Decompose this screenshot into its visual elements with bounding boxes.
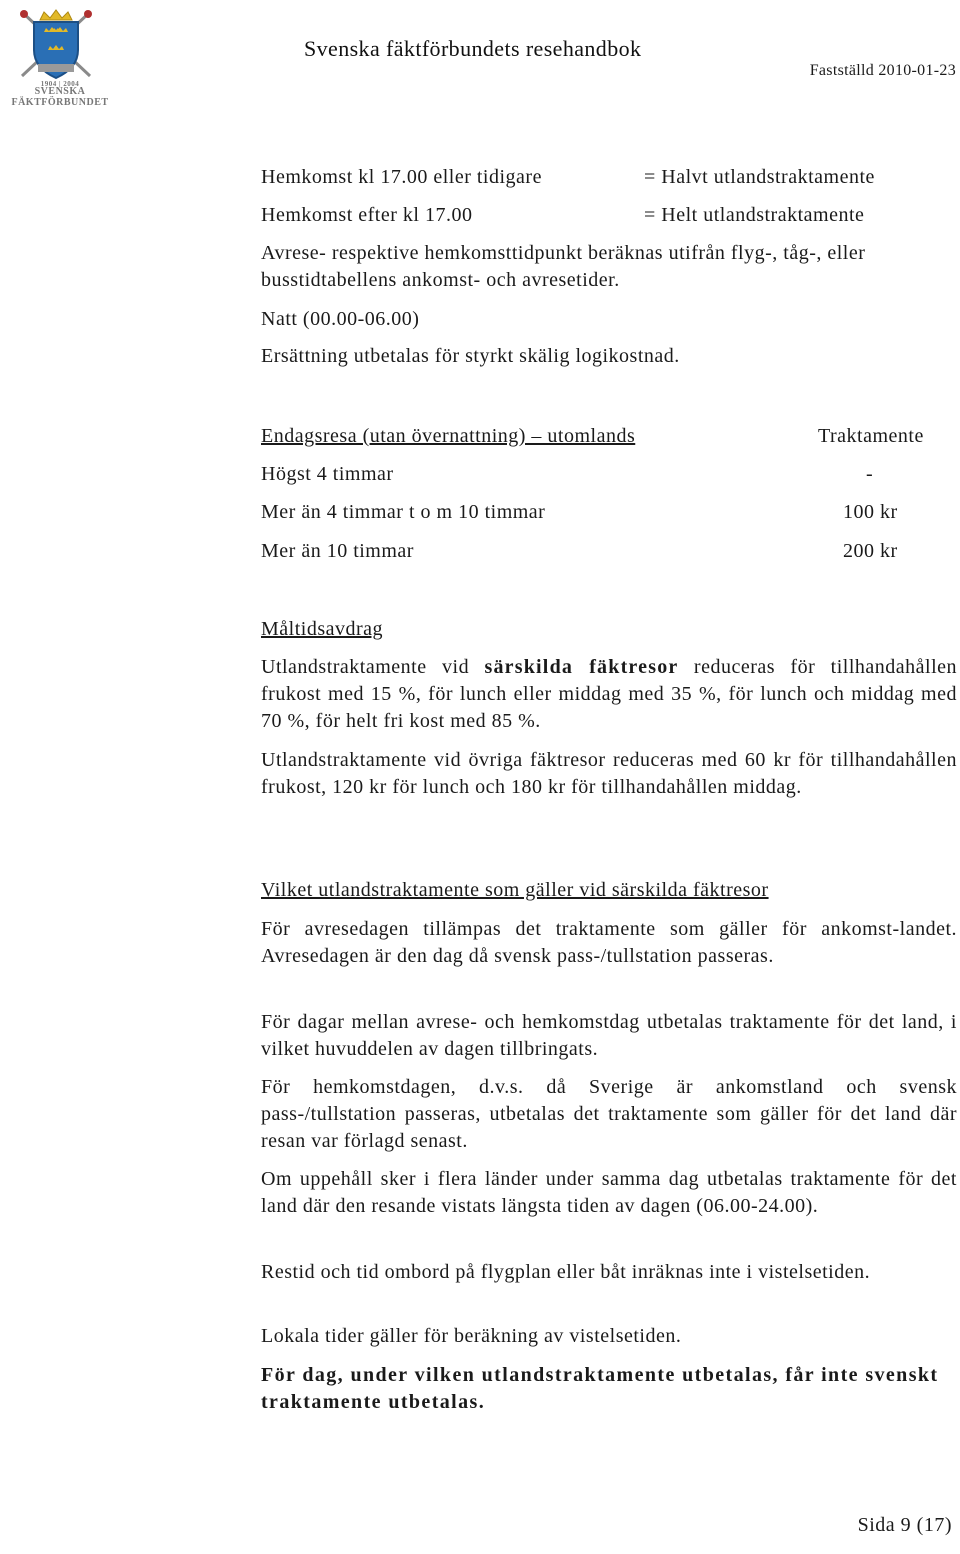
- federation-logo: [4, 6, 108, 108]
- meal-paragraph-1: [261, 654, 957, 735]
- which-paragraph: Om uppehåll sker i flera länder under samma dag utbetalas traktamente för det land där den resande vistats längsta tiden av dagen (06.00-24.00).: [261, 1168, 957, 1217]
- logo-text-faktforbundet: FÄKTFÖRBUNDET: [11, 97, 109, 108]
- meal-p1-bold: särskilda fäktresor: [484, 656, 679, 678]
- day-trip-row-label: Mer än 10 timmar: [261, 540, 414, 562]
- which-paragraph: För avresedagen tillämpas det traktamente som gäller för ankomst-landet. Avresedagen är den dag då svensk pass-/tullstation passeras.: [261, 918, 957, 967]
- page-number: Sida 9 (17): [857, 1514, 952, 1536]
- which-paragraph: Restid och tid ombord på flygplan eller båt inräknas inte i vistelsetiden.: [261, 1261, 871, 1283]
- which-heading: Vilket utlandstraktamente som gäller vid särskilda fäktresor: [261, 879, 769, 901]
- night-label: Natt (00.00-06.00): [261, 308, 420, 330]
- night-text: Ersättning utbetalas för styrkt skälig logikostnad.: [261, 345, 680, 367]
- day-trip-row-value: 200 kr: [843, 540, 898, 562]
- meal-p1-suffix: reduceras för tillhandahållen frukost med 15 %, för lunch eller middag med 35 %, för lunch och middag med 70 %, för helt fri kost med 85 %.: [261, 656, 957, 732]
- day-trip-row-value: 100 kr: [843, 501, 898, 523]
- return-rule-label-2: Hemkomst efter kl 17.00: [261, 204, 473, 226]
- meal-heading: Måltidsavdrag: [261, 618, 384, 640]
- which-paragraph: Lokala tider gäller för beräkning av vistelsetiden.: [261, 1325, 682, 1347]
- meal-paragraph-2: Utlandstraktamente vid övriga fäktresor reduceras med 60 kr för tillhandahållen frukost, 120 kr för lunch och 180 kr för tillhandahållen middag.: [261, 749, 957, 798]
- day-trip-heading: Endagsresa (utan övernattning) – utomlands: [261, 425, 636, 447]
- which-paragraph: För hemkomstdagen, d.v.s. då Sverige är ankomstland och svensk pass-/tullstation passeras, utbetalas det traktamente som gäller för det land där resan var förlagd senast.: [261, 1076, 957, 1152]
- which-paragraph: För dagar mellan avrese- och hemkomstdag utbetalas traktamente för det land, i vilket huvuddelen av dagen tillbringats.: [261, 1011, 957, 1060]
- departure-note: Avrese- respektive hemkomsttidpunkt beräknas utifrån flyg-, tåg-, eller busstidtabellens ankomst- och avresetider.: [261, 242, 866, 291]
- day-trip-row-label: Mer än 4 timmar t o m 10 timmar: [261, 501, 546, 523]
- crest-icon: [4, 6, 108, 84]
- final-bold-note: För dag, under vilken utlandstraktamente utbetalas, får inte svenskt traktamente utbetalas.: [261, 1364, 939, 1413]
- document-date: Fastställd 2010-01-23: [809, 62, 956, 79]
- meal-p1-prefix: Utlandstraktamente vid: [261, 656, 470, 678]
- day-trip-column-header: Traktamente: [818, 425, 924, 447]
- logo-text-svenska: SVENSKA: [34, 86, 86, 97]
- logo-years: 1904 | 2004: [40, 80, 80, 88]
- day-trip-row-label: Högst 4 timmar: [261, 463, 394, 485]
- return-rule-value-1: = Halvt utlandstraktamente: [644, 166, 875, 188]
- return-rule-label-1: Hemkomst kl 17.00 eller tidigare: [261, 166, 542, 188]
- return-rule-value-2: = Helt utlandstraktamente: [644, 204, 865, 226]
- document-title: Svenska fäktförbundets resehandbok: [304, 36, 642, 61]
- day-trip-row-value: -: [866, 463, 874, 485]
